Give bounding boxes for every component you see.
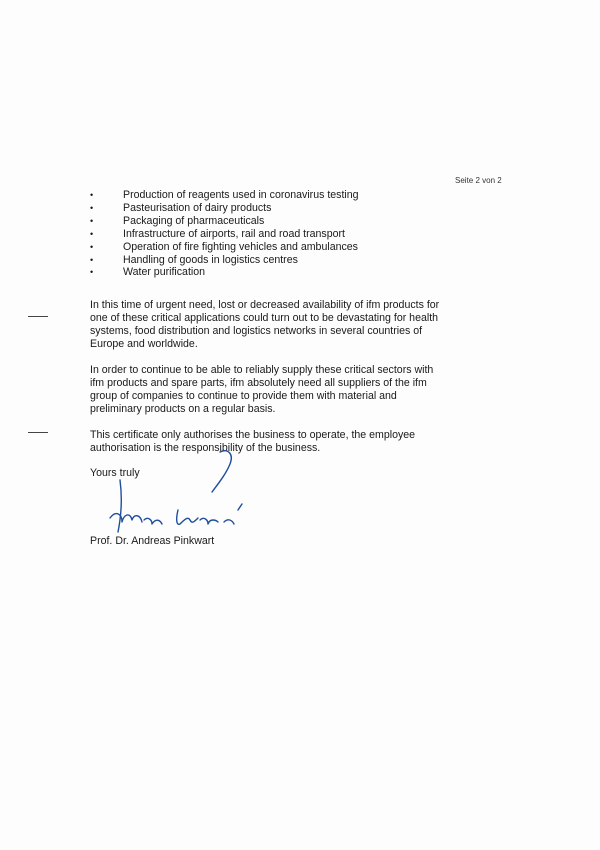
list-item: • Infrastructure of airports, rail and road transport	[90, 228, 450, 241]
list-item: • Water purification	[90, 266, 450, 279]
paragraph-supply: In order to continue to be able to reliably supply these critical sectors with ifm products and spare parts, ifm absolutely need all suppliers of the ifm group of companies to continue to provide them with material and preliminary products on a regular basis.	[90, 363, 434, 415]
handwritten-signature	[100, 440, 260, 540]
critical-applications-list	[90, 189, 450, 279]
list-item: • Pasteurisation of dairy products	[90, 202, 450, 215]
list-item: • Operation of fire fighting vehicles and ambulances	[90, 241, 450, 254]
paragraph-urgent-need: In this time of urgent need, lost or decreased availability of ifm products for one of these critical applications could turn out to be devastating for health systems, food distribution and logistics networks in several countries of Europe and worldwide.	[90, 299, 440, 351]
list-item: • Production of reagents used in coronavirus testing	[90, 189, 450, 202]
fold-mark	[28, 316, 48, 317]
punch-mark	[28, 432, 48, 433]
list-item: • Packaging of pharmaceuticals	[90, 215, 450, 228]
paragraph-authorisation: This certificate only authorises the business to operate, the employee authorisation is the responsibility of the business.	[90, 428, 416, 454]
signatory-name: Prof. Dr. Andreas Pinkwart	[90, 535, 215, 547]
list-item: • Handling of goods in logistics centres	[90, 254, 450, 267]
letter-body	[90, 189, 450, 480]
page-number: Seite 2 von 2	[455, 176, 502, 185]
closing-salutation: Yours truly	[90, 467, 140, 480]
